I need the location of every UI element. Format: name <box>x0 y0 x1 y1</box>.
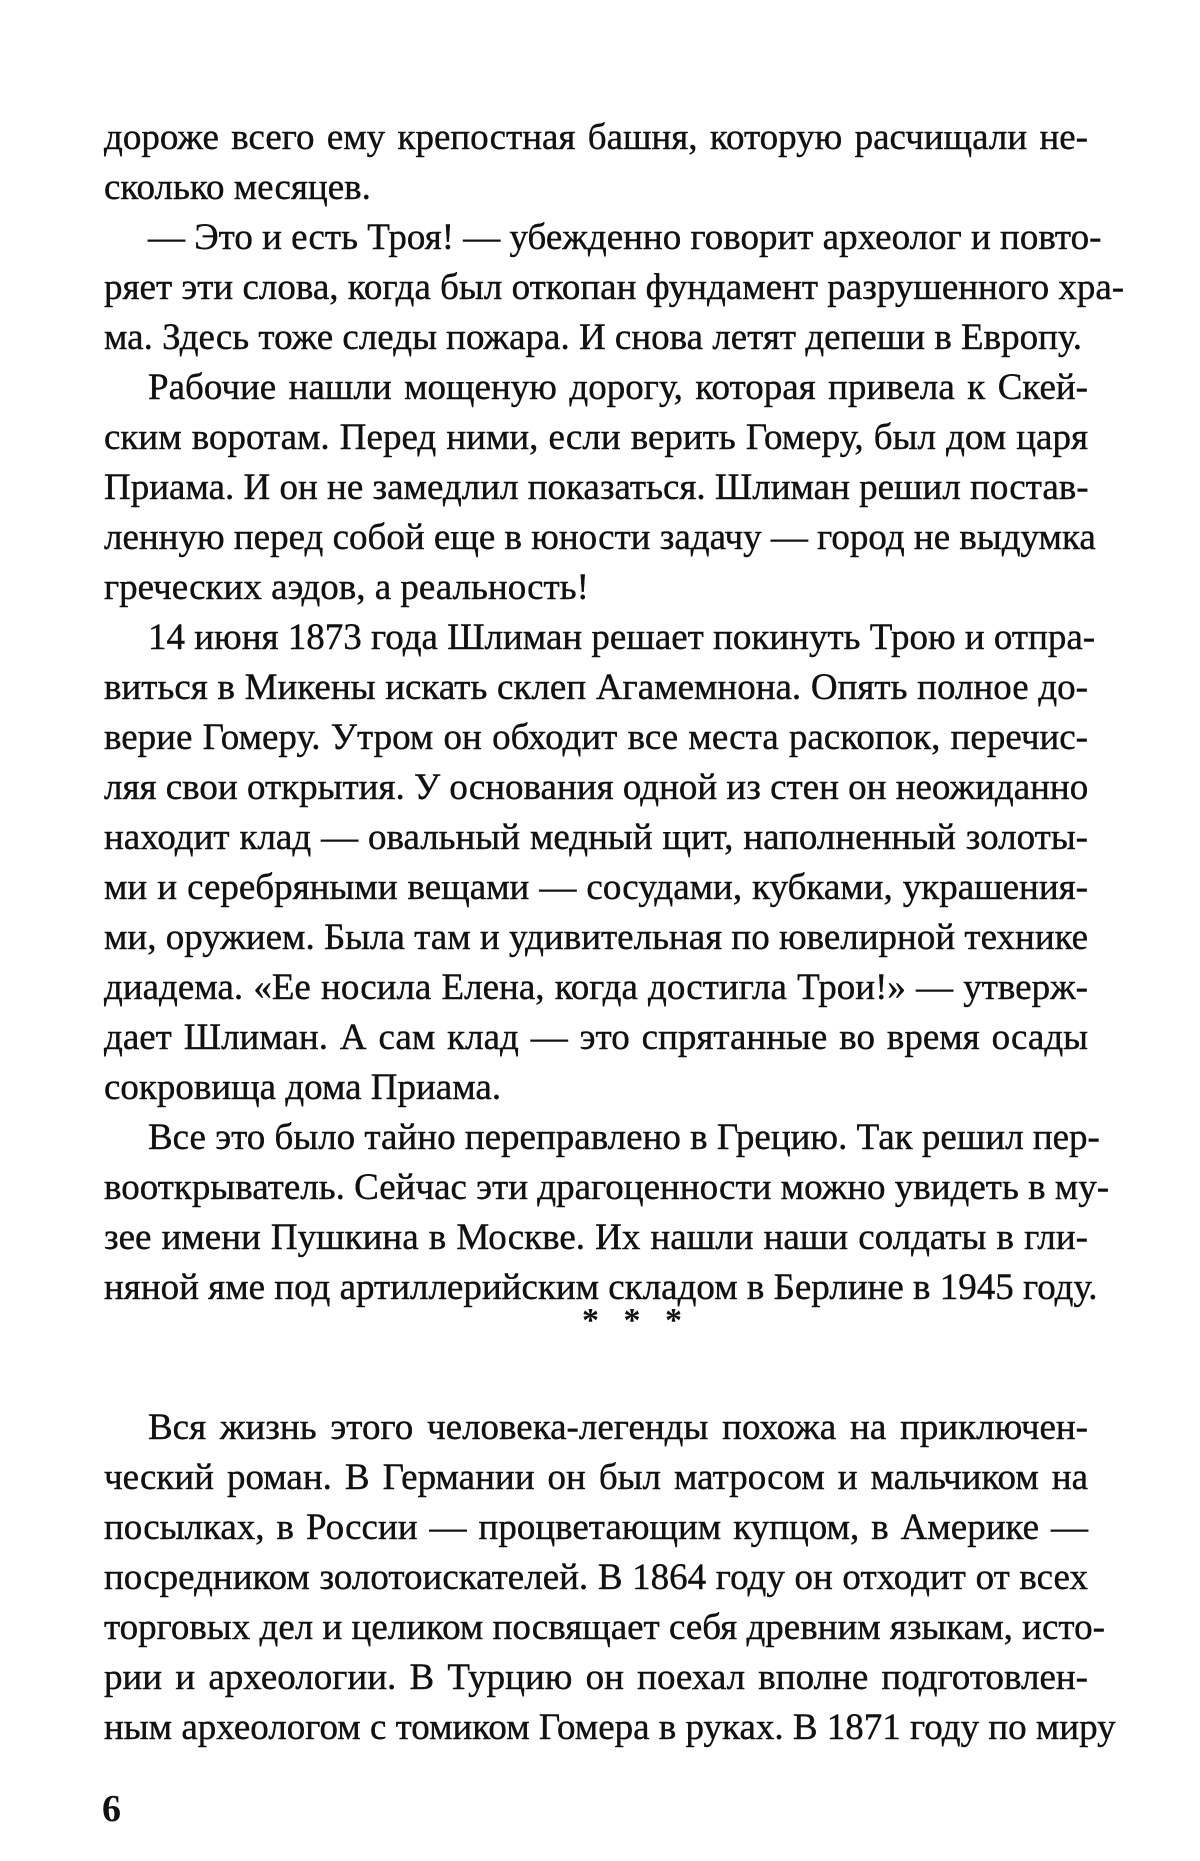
text-line: вооткрыватель. Сейчас эти драгоценности можно увидеть в му- <box>104 1167 1110 1208</box>
text-line: Вся жизнь этого человека-легенды похожа на приключен- <box>148 1407 1088 1448</box>
text-line: 14 июня 1873 года Шлиман решает покинуть Трою и отпра- <box>148 617 1096 658</box>
text-line: Рабочие нашли мощеную дорогу, которая привела к Скей- <box>148 367 1088 408</box>
text-line: сокровища дома Приама. <box>104 1067 502 1108</box>
text-line: ленную перед собой еще в юности задачу — город не выдумка <box>104 517 1096 558</box>
text-line: посредником золотоискателей. В 1864 году он отходит от всех <box>104 1557 1088 1598</box>
text-line: посылках, в России — процветающим купцом, в Америке — <box>104 1507 1088 1548</box>
text-line: греческих аэдов, а реальность! <box>104 567 589 608</box>
text-line: Все это было тайно переправлено в Грецию. Так решил пер- <box>148 1117 1100 1158</box>
page-number: 6 <box>102 1788 121 1830</box>
text-line: зее имени Пушкина в Москве. Их нашли наши солдаты в гли- <box>104 1217 1088 1258</box>
text-line: диадема. «Ее носила Елена, когда достигла Трои!» — утверж- <box>104 967 1088 1008</box>
text-line: ма. Здесь тоже следы пожара. И снова летят депеши в Европу. <box>104 317 1082 358</box>
text-line: верие Гомеру. Утром он обходит все места раскопок, перечис- <box>104 717 1088 758</box>
text-line: ским воротам. Перед ними, если верить Гомеру, был дом царя <box>104 417 1088 458</box>
text-line: няной яме под артиллерийским складом в Берлине в 1945 году. <box>104 1267 1098 1308</box>
text-line: ным археологом с томиком Гомера в руках. В 1871 году по миру <box>104 1707 1116 1748</box>
text-line: ми, оружием. Была там и удивительная по ювелирной технике <box>104 917 1089 958</box>
text-line: ряет эти слова, когда был откопан фундамент разрушенного хра- <box>104 267 1125 308</box>
text-line: ческий роман. В Германии он был матросом и мальчиком на <box>104 1457 1088 1498</box>
text-line: Приама. И он не замедлил показаться. Шлиман решил постав- <box>104 467 1089 508</box>
text-line: дороже всего ему крепостная башня, которую расчищали не- <box>104 117 1088 158</box>
text-line: торговых дел и целиком посвящает себя древним языкам, исто- <box>104 1607 1105 1648</box>
text-line: ляя свои открытия. У основания одной из стен он неожиданно <box>104 767 1089 808</box>
section-separator: * * * <box>582 1302 690 1339</box>
text-line: сколько месяцев. <box>104 167 371 208</box>
text-line: рии и археологии. В Турцию он поехал вполне подготовлен- <box>104 1657 1088 1698</box>
text-line: ми и серебряными вещами — сосудами, кубками, украшения- <box>104 867 1088 908</box>
text-line: — Это и есть Троя! — убежденно говорит археолог и повто- <box>148 217 1102 258</box>
text-line: виться в Микены искать склеп Агамемнона. Опять полное до- <box>104 667 1088 708</box>
text-line: дает Шлиман. А сам клад — это спрятанные во время осады <box>104 1017 1088 1058</box>
text-line: находит клад — овальный медный щит, наполненный золоты- <box>104 817 1088 858</box>
